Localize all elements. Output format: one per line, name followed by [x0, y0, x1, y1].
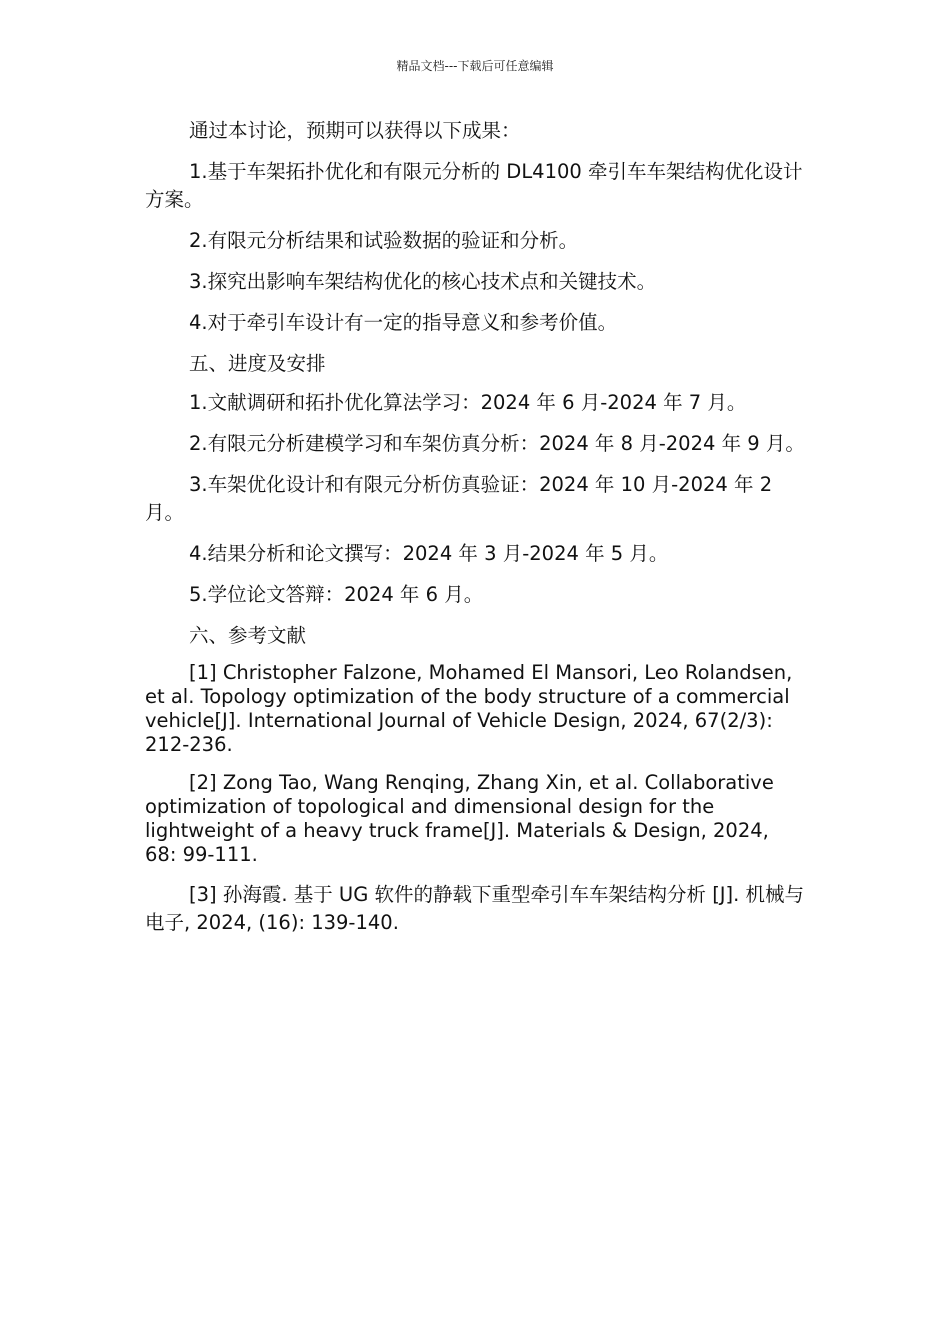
paragraph-result-2: 2.有限元分析结果和试验数据的验证和分析。: [189, 229, 579, 252]
reference-2: [2] Zong Tao, Wang Renqing, Zhang Xin, et al. Collaborative optimization of topological and dimensional design for the lightweight of a heavy truck frame[J]. Materials & Design, 2024, 68: 99-111.: [145, 771, 774, 866]
reference-3: [3] 孙海霞. 基于 UG 软件的静载下重型牵引车车架结构分析 [J]. 机械与电子, 2024, (16): 139-140.: [145, 883, 805, 934]
paragraph-result-4: 4.对于牵引车设计有一定的指导意义和参考价值。: [189, 311, 618, 334]
page-header: 精品文档---下载后可任意编辑: [396, 59, 554, 73]
paragraph-schedule-2: 2.有限元分析建模学习和车架仿真分析：2024 年 8 月-2024 年 9 月。: [189, 432, 805, 455]
reference-1: [1] Christopher Falzone, Mohamed El Mansori, Leo Rolandsen, et al. Topology optimization of the body structure of a commercial vehicle[J]. International Journal of Vehicle Design, 2024, 67(2/3): 212-236.: [145, 661, 793, 756]
document-body: [145, 117, 805, 951]
section-heading-references: 六、参考文献: [189, 624, 307, 647]
paragraph-schedule-1: 1.文献调研和拓扑优化算法学习：2024 年 6 月-2024 年 7 月。: [189, 391, 747, 414]
paragraph-schedule-3: 3.车架优化设计和有限元分析仿真验证：2024 年 10 月-2024 年 2 月。: [145, 473, 773, 524]
paragraph-intro: 通过本讨论，预期可以获得以下成果：: [189, 119, 521, 142]
paragraph-result-1: 1.基于车架拓扑优化和有限元分析的 DL4100 牵引车车架结构优化设计方案。: [145, 160, 803, 211]
section-heading-schedule: 五、进度及安排: [189, 352, 326, 375]
paragraph-result-3: 3.探究出影响车架结构优化的核心技术点和关键技术。: [189, 270, 657, 293]
paragraph-schedule-5: 5.学位论文答辩：2024 年 6 月。: [189, 583, 484, 606]
paragraph-schedule-4: 4.结果分析和论文撰写：2024 年 3 月-2024 年 5 月。: [189, 542, 669, 565]
